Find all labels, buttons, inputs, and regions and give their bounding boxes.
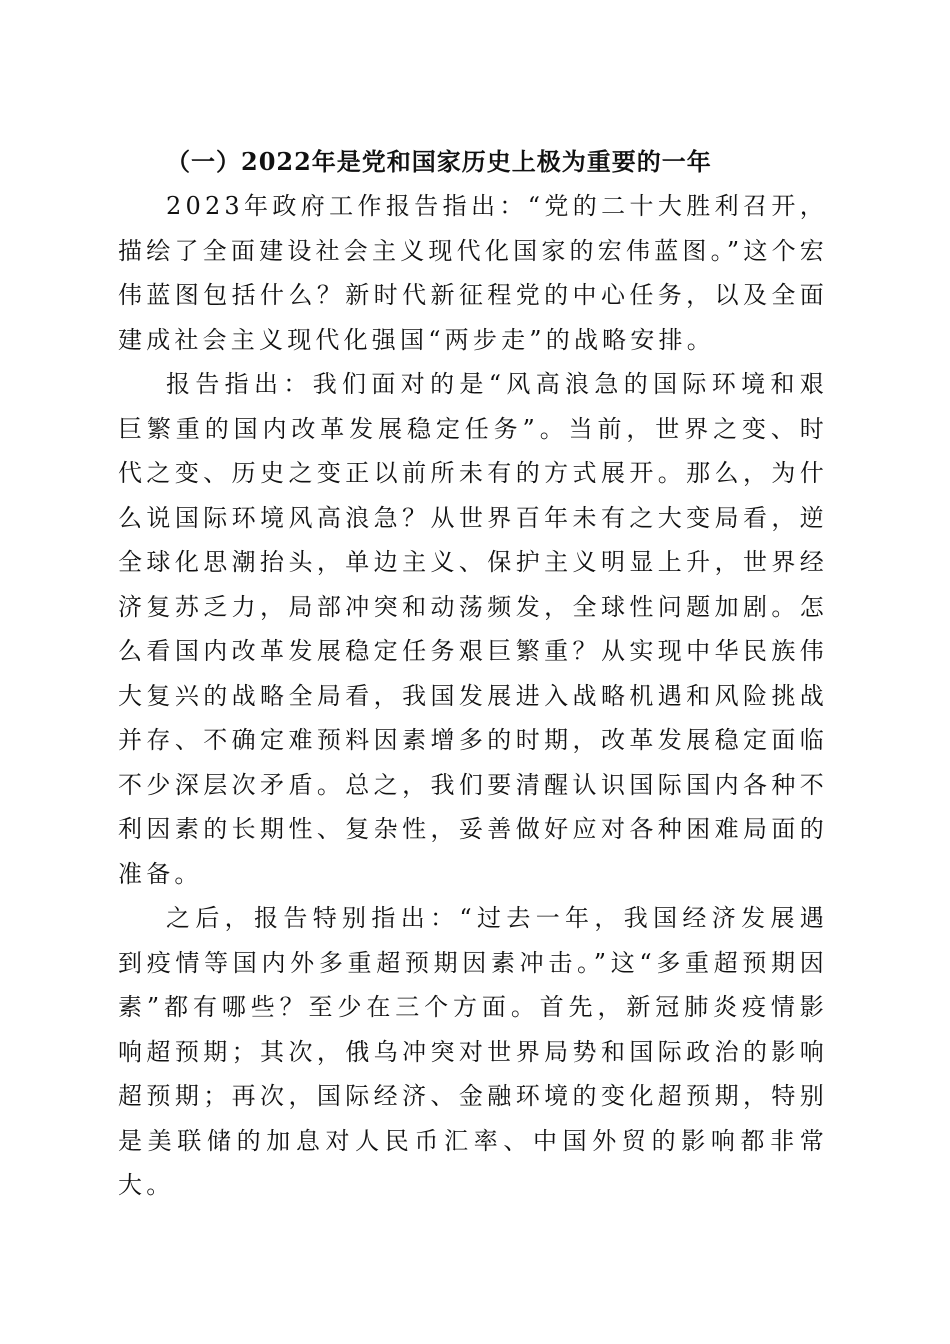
paragraph-unexpected-factors: 之后，报告特别指出：“过去一年，我国经济发展遇到疫情等国内外多重超预期因素冲击。”这“多重超预期因素”都有哪些？至少在三个方面。首先，新冠肺炎疫情影响超预期；其次，俄乌冲突对世界局势和国际政治的影响超预期；再次，国际经济、金融环境的变化超预期，特别是美联储的加息对人民币汇率、中国外贸的影响都非常大。 <box>118 904 828 1199</box>
paragraph-blueprint: 2023年政府工作报告指出：“党的二十大胜利召开，描绘了全面建设社会主义现代化国家的宏伟蓝图。”这个宏伟蓝图包括什么？新时代新征程党的中心任务，以及全面建成社会主义现代化强国“两步走”的战略安排。 <box>118 192 828 354</box>
document-body <box>118 140 828 1208</box>
section-heading: （一）2022年是党和国家历史上极为重要的一年 <box>166 147 712 176</box>
paragraph-environment: 报告指出：我们面对的是“风高浪急的国际环境和艰巨繁重的国内改革发展稳定任务”。当前，世界之变、时代之变、历史之变正以前所未有的方式展开。那么，为什么说国际环境风高浪急？从世界百年未有之大变局看，逆全球化思潮抬头，单边主义、保护主义明显上升，世界经济复苏乏力，局部冲突和动荡频发，全球性问题加剧。怎么看国内改革发展稳定任务艰巨繁重？从实现中华民族伟大复兴的战略全局看，我国发展进入战略机遇和风险挑战并存、不确定难预料因素增多的时期，改革发展稳定面临不少深层次矛盾。总之，我们要清醒认识国际国内各种不利因素的长期性、复杂性，妥善做好应对各种困难局面的准备。 <box>118 370 828 888</box>
